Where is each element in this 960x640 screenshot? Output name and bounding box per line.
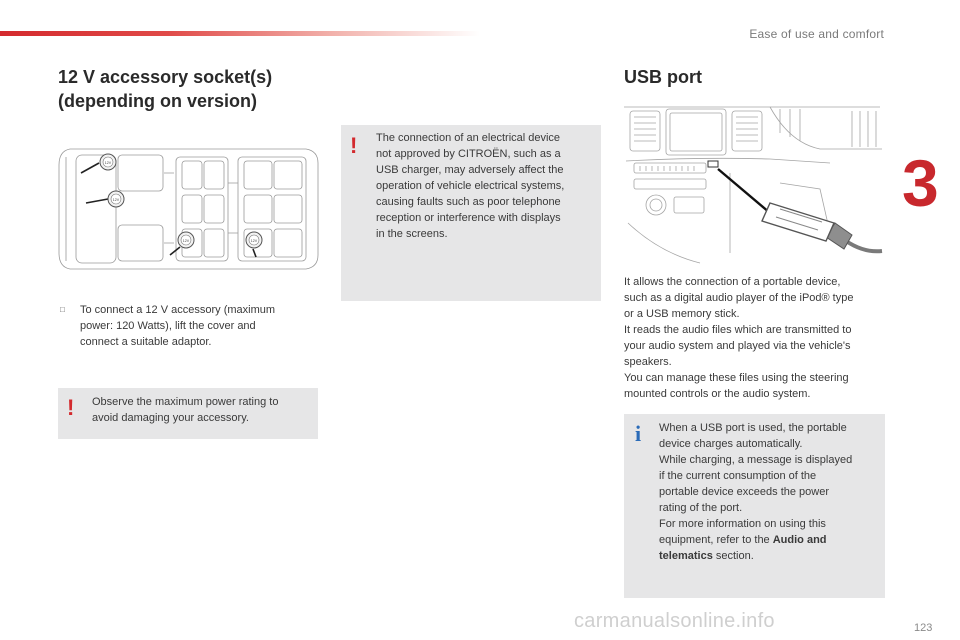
vehicle-socket-diagram (56, 143, 320, 275)
socket-marker-2 (86, 191, 124, 207)
warning-icon: ! (67, 395, 75, 420)
header-accent-bar (0, 31, 480, 36)
chapter-title: Ease of use and comfort (749, 27, 884, 41)
usb-charging-info: i When a USB port is used, the portable device charges automatically. While charging, a message is displayed if the current consumption of the portable device exceeds the power rating of the port. For more information on using this equipment, refer to the Audio and telematics section. (624, 414, 885, 598)
svg-text:12V: 12V (104, 161, 112, 165)
svg-text:12V: 12V (182, 239, 190, 243)
usb-port-illustration (620, 103, 886, 269)
page-number: 123 (914, 622, 933, 634)
info-icon: i (635, 421, 642, 446)
connection-warning: ! The connection of an electrical device not approved by CITROËN, such as a USB charger, may adversely affect the operation of vehicle electrical systems, causing faults such as poor telephone reception or interference with displays in the screens. (341, 125, 601, 301)
svg-text:12V: 12V (112, 198, 120, 202)
usb-description: It allows the connection of a portable device, such as a digital audio player of the iPod® type or a USB memory stick. It reads the audio files which are transmitted to your audio system and played via the vehicle's speakers. You can manage these files using the steering mounted controls or the audio system. (624, 276, 854, 400)
accessory-title-line-2: (depending on version) (58, 91, 258, 111)
svg-text:12V: 12V (250, 239, 258, 243)
usb-title: USB port (624, 67, 702, 87)
accessory-instruction: To connect a 12 V accessory (maximum power: 120 Watts), lift the cover and connect a suitable adaptor. (80, 304, 276, 348)
usb-socket (708, 161, 718, 167)
accessory-title-line-1: 12 V accessory socket(s) (58, 67, 273, 87)
socket-marker-4 (246, 232, 262, 257)
chapter-number: 3 (902, 146, 939, 220)
socket-marker-1 (81, 154, 116, 173)
power-rating-warning: ! Observe the maximum power rating to avoid damaging your accessory. (58, 388, 318, 439)
bullet-icon: □ (60, 305, 65, 314)
usb-plug (762, 203, 882, 251)
audio-telematics-reference: Audio and (772, 534, 827, 546)
watermark: carmanualsonline.info (574, 610, 775, 632)
warning-icon: ! (350, 133, 358, 158)
